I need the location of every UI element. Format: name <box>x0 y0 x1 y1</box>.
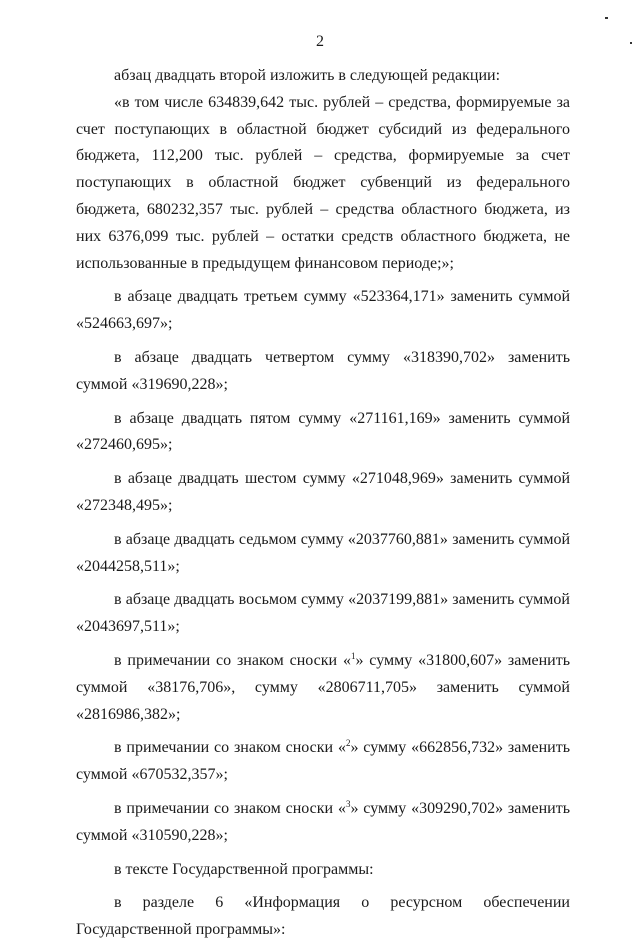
paragraph-amend-23: в абзаце двадцать третьем сумму «523364,171» заменить суммой «524663,697»; <box>76 288 570 333</box>
paragraph-program-text: в тексте Государственной программы: <box>114 860 374 878</box>
paragraph-intro: абзац двадцать второй изложить в следующей редакции: <box>114 67 501 84</box>
paragraph-quote: «в том числе 634839,642 тыс. рублей – средства, формируемые за счет поступающих в областной бюджет субсидий из федерального бюджета, 112,200 тыс. рублей – средства, формируемые за счет поступающих в областной бюджет субвенций из федерального бюджета, 680232,357 тыс. рублей – средства областного бюджета, из них 6376,099 тыс. рублей – остатки средств областного бюджета, не использованные в предыдущем финансовом периоде;»; <box>76 93 570 272</box>
footnote-3-after: » сумму «309290,702» заменить суммой «310590,228»; <box>76 799 570 844</box>
paragraph-footnote-1 <box>76 648 570 728</box>
footnote-3-mark: 3 <box>345 798 351 809</box>
paragraph-amend-24: в абзаце двадцать четвертом сумму «318390,702» заменить суммой «319690,228»; <box>76 348 570 393</box>
paragraph-amend-28: в абзаце двадцать восьмом сумму «2037199,881» заменить суммой «2043697,511»; <box>76 591 570 636</box>
page-number: 2 <box>316 33 324 50</box>
footnote-2-after: » сумму «662856,732» заменить суммой «670532,357»; <box>76 739 570 784</box>
footnote-2-mark: 2 <box>345 738 351 749</box>
footnote-2-before: в примечании со знаком сноски « <box>114 739 346 757</box>
footnote-1-before: в примечании со знаком сноски « <box>114 651 351 669</box>
paragraph-amend-26: в абзаце двадцать шестом сумму «271048,969» заменить суммой «272348,495»; <box>76 470 570 514</box>
scan-speck <box>605 17 608 19</box>
document-body <box>76 63 570 951</box>
paragraph-amend-27: в абзаце двадцать седьмом сумму «2037760,881» заменить суммой «2044258,511»; <box>76 530 570 575</box>
footnote-1-after: » сумму «31800,607» заменить суммой «38176,706», сумму «2806711,705» заменить суммой «2816986,382»; <box>76 651 570 723</box>
paragraph-amend-25: в абзаце двадцать пятом сумму «271161,169» заменить суммой «272460,695»; <box>76 409 570 454</box>
footnote-1-mark: 1 <box>350 650 356 661</box>
paragraph-footnote-3 <box>76 796 570 850</box>
scan-speck <box>630 42 632 44</box>
paragraph-footnote-2 <box>76 735 570 789</box>
footnote-3-before: в примечании со знаком сноски « <box>114 799 346 817</box>
paragraph-section-6: в разделе 6 «Информация о ресурсном обеспечении Государственной программы»: <box>76 894 570 939</box>
